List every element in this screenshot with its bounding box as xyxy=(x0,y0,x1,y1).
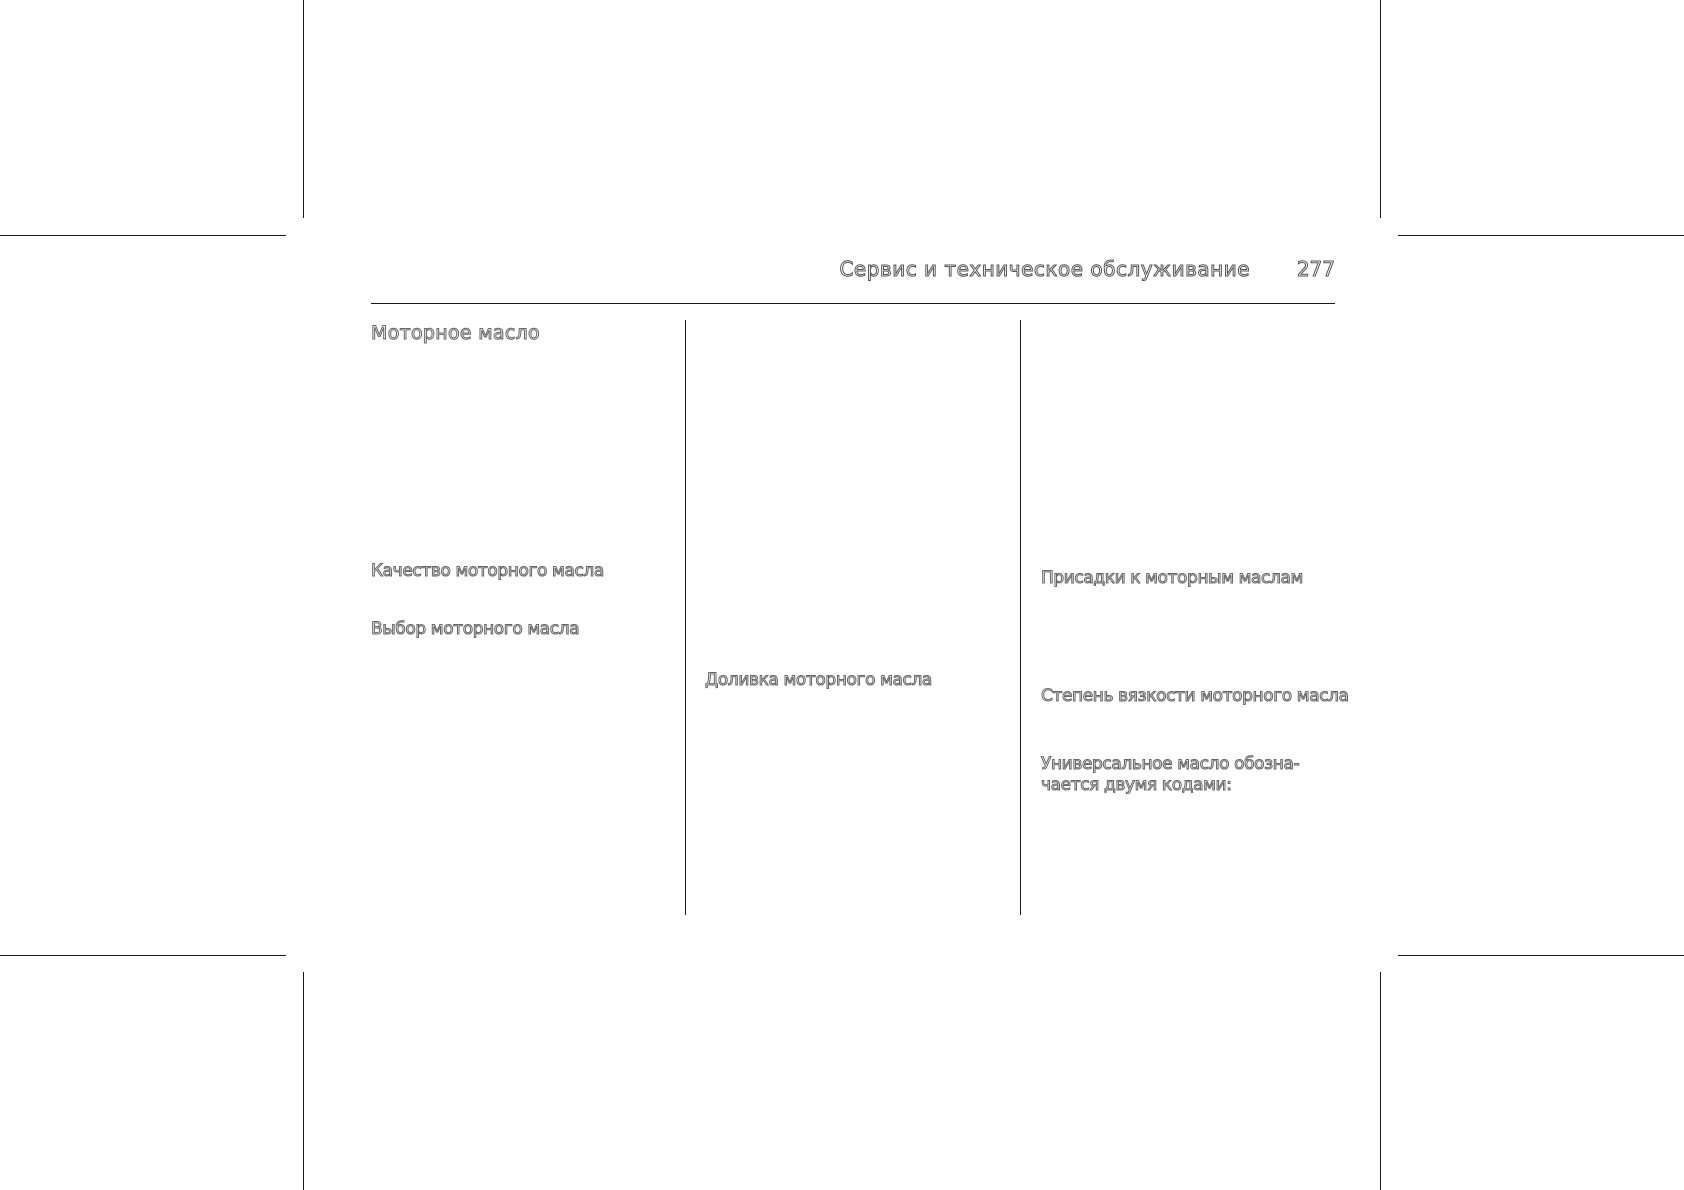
crop-mark-top-right-horizontal xyxy=(1398,235,1684,236)
heading-engine-oil-quality: Качество моторного масла xyxy=(371,561,604,581)
heading-oil-viscosity: Степень вязкости моторного масла xyxy=(1041,686,1349,706)
crop-mark-bottom-left-horizontal xyxy=(0,955,286,956)
crop-mark-top-left-vertical xyxy=(303,0,304,218)
heading-engine-oil-topup: Доливка моторного масла xyxy=(705,670,932,690)
crop-mark-bottom-left-vertical xyxy=(303,972,304,1190)
running-header-title: Сервис и техническое обслуживание xyxy=(839,257,1250,281)
page-number: 277 xyxy=(1296,257,1335,281)
crop-mark-top-right-vertical xyxy=(1380,0,1381,218)
crop-mark-bottom-right-vertical xyxy=(1380,972,1381,1190)
heading-engine-oil-selection: Выбор моторного масла xyxy=(371,619,580,639)
paragraph-universal-oil: Универсальное масло обозна- чается двумя кодами: xyxy=(1041,754,1300,795)
crop-mark-bottom-right-horizontal xyxy=(1398,955,1684,956)
page-header xyxy=(370,255,1335,287)
heading-engine-oil: Моторное масло xyxy=(371,322,540,344)
heading-oil-additives: Присадки к моторным маслам xyxy=(1041,568,1303,588)
crop-mark-top-left-horizontal xyxy=(0,235,286,236)
header-rule xyxy=(371,303,1335,304)
column-divider-2 xyxy=(1020,320,1021,915)
column-divider-1 xyxy=(685,320,686,915)
